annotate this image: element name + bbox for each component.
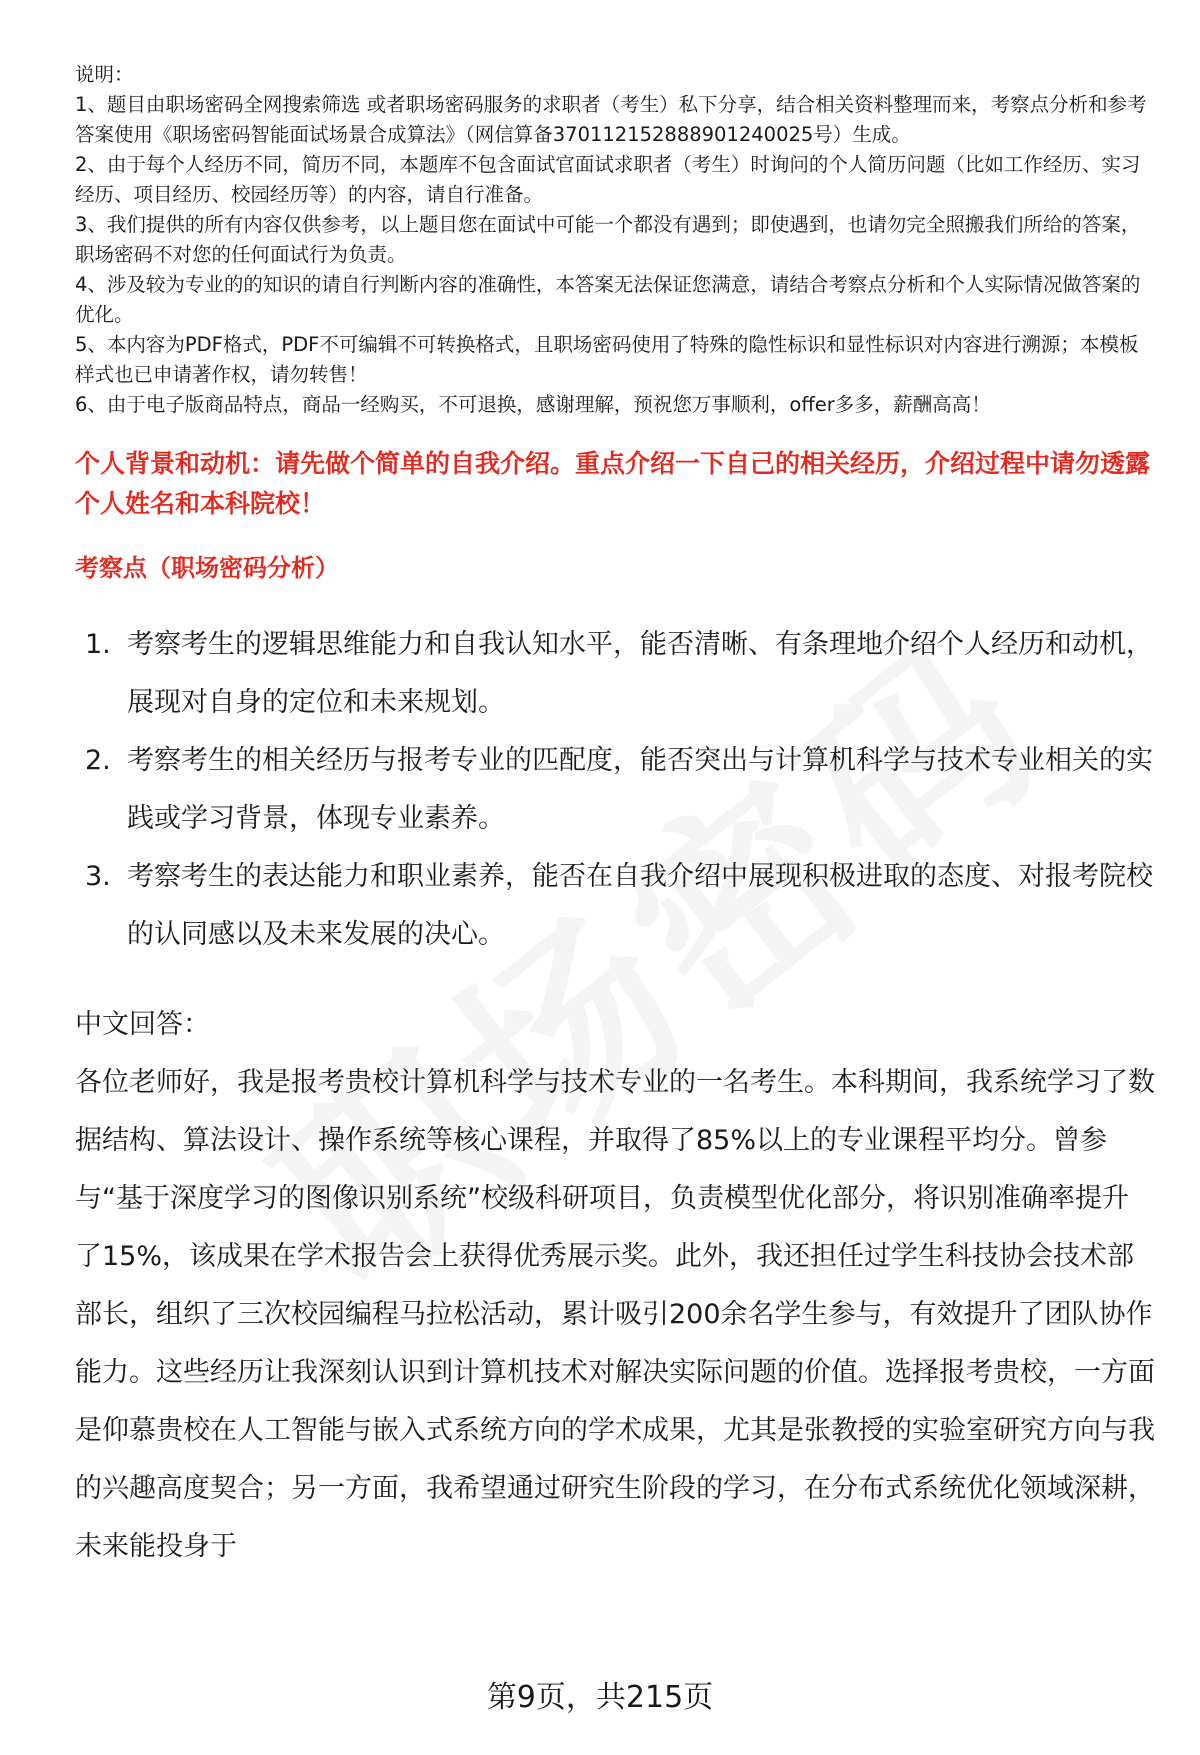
point-number: 1. [85, 629, 111, 660]
answer-body: 各位老师好，我是报考贵校计算机科学与技术专业的一名考生。本科期间，我系统学习了数据结构、算法设计、操作系统等核心课程，并取得了85%以上的专业课程平均分。曾参与“基于深度学习的图像识别系统”校级科研项目，负责模型优化部分，将识别准确率提升了15%，该成果在学术报告会上获得优秀展示奖。此外，我还担任过学生科技协会技术部部长，组织了三次校园编程马拉松活动，累计吸引200余名学生参与，有效提升了团队协作能力。这些经历让我深刻认识到计算机技术对解决实际问题的价值。选择报考贵校，一方面是仰慕贵校在人工智能与嵌入式系统方向的学术成果，尤其是张教授的实验室研究方向与我的兴趣高度契合；另一方面，我希望通过研究生阶段的学习，在分布式系统优化领域深耕，未来能投身于 [75, 1067, 1155, 1562]
notes-item: 4、涉及较为专业的的知识的请自行判断内容的准确性，本答案无法保证您满意，请结合考察点分析和个人实际情况做答案的优化。 [75, 273, 1141, 326]
point-text: 考察考生的表达能力和职业素养，能否在自我介绍中展现积极进取的态度、对报考院校的认同感以及未来发展的决心。 [127, 861, 1153, 950]
question-title: 个人背景和动机：请先做个简单的自我介绍。重点介绍一下自己的相关经历，介绍过程中请勿透露个人姓名和本科院校！ [75, 449, 1151, 518]
notes-item: 3、我们提供的所有内容仅供参考，以上题目您在面试中可能一个都没有遇到；即使遇到，也请勿完全照搬我们所给的答案，职场密码不对您的任何面试行为负责。 [75, 213, 1141, 266]
point-text: 考察考生的相关经历与报考专业的匹配度，能否突出与计算机科学与技术专业相关的实践或学习背景，体现专业素养。 [127, 745, 1153, 834]
notes-item: 2、由于每个人经历不同，简历不同，本题库不包含面试官面试求职者（考生）时询问的个人简历问题（比如工作经历、实习经历、项目经历、校园经历等）的内容，请自行准备。 [75, 153, 1141, 206]
notes-title: 说明： [75, 63, 134, 86]
analysis-heading: 考察点（职场密码分析） [75, 554, 339, 582]
notes-item: 6、由于电子版商品特点，商品一经购买，不可退换，感谢理解，预祝您万事顺利，offer多多，薪酬高高！ [75, 393, 991, 416]
notes-item: 1、题目由职场密码全网搜索筛选 或者职场密码服务的求职者（考生）私下分享，结合相关资料整理而来，考察点分析和参考答案使用《职场密码智能面试场景合成算法》（网信算备370112152888901240025号）生成。 [75, 93, 1147, 146]
notes-item: 5、本内容为PDF格式，PDF不可编辑不可转换格式，且职场密码使用了特殊的隐性标识和显性标识对内容进行溯源；本模板样式也已申请著作权，请勿转售！ [75, 333, 1139, 386]
point-text: 考察考生的逻辑思维能力和自我认知水平，能否清晰、有条理地介绍个人经历和动机，展现对自身的定位和未来规划。 [127, 629, 1153, 718]
point-number: 2. [85, 745, 111, 776]
analysis-point [75, 616, 1155, 732]
analysis-point [75, 732, 1155, 848]
answer-label: 中文回答： [75, 1009, 210, 1040]
analysis-points [75, 616, 1155, 964]
analysis-point [75, 848, 1155, 964]
point-number: 3. [85, 861, 111, 892]
document-page [75, 60, 1155, 1576]
notes-section [75, 60, 1155, 420]
page-footer: 第9页，共215页 [486, 1680, 714, 1715]
